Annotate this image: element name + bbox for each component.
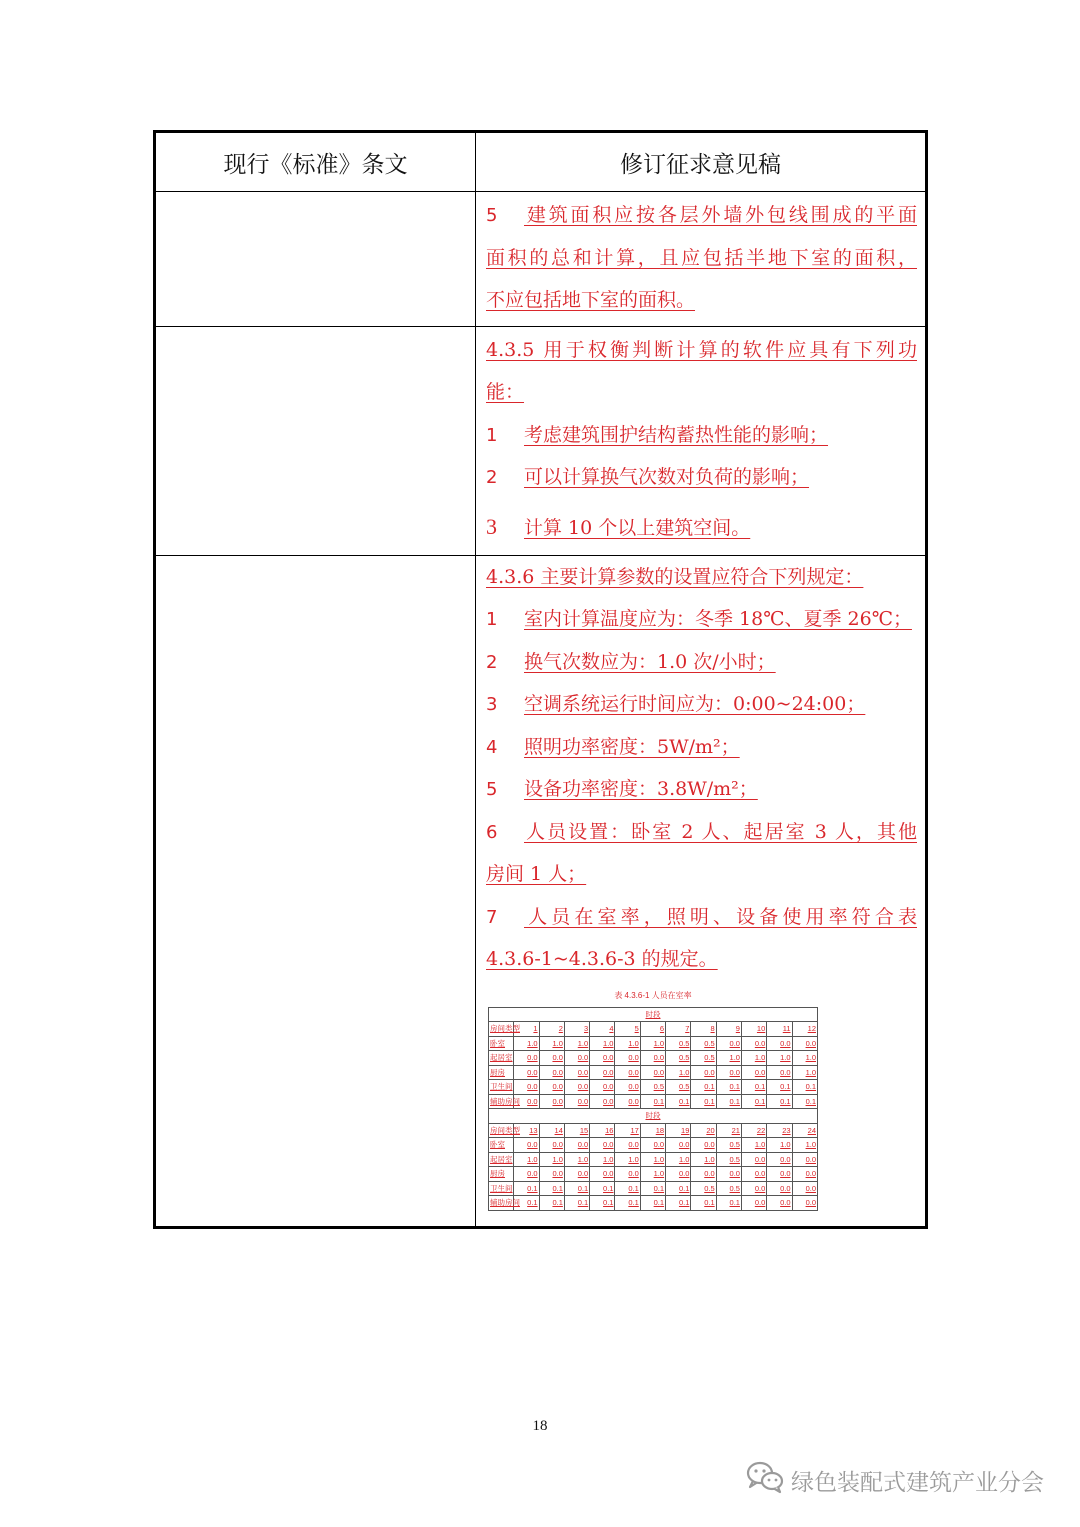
rate-cell: 0.1 [767,1094,792,1109]
table-row [489,1196,818,1211]
rate-cell: 0.0 [767,1181,792,1196]
right-cell [476,326,927,555]
rate-cell: 0.1 [564,1181,589,1196]
rate-cell: 0.1 [615,1181,640,1196]
hour-header: 19 [666,1123,691,1138]
rate-cell: 0.1 [539,1196,564,1211]
rate-cell: 0.1 [539,1181,564,1196]
rate-cell: 0.5 [716,1152,741,1167]
rate-cell: 0.0 [741,1181,766,1196]
rate-cell: 0.0 [691,1138,716,1153]
list-item: 5 设备功率密度：3.8W/m²； [486,778,758,800]
room-name: 起居室 [489,1152,514,1167]
rate-cell: 0.0 [539,1080,564,1095]
rate-cell: 0.0 [539,1065,564,1080]
mini-table-title: 表 4.3.6-1 人员在室率 [614,990,692,1000]
rate-cell: 1.0 [691,1152,716,1167]
rate-cell: 0.0 [564,1167,589,1182]
rate-cell: 0.0 [615,1065,640,1080]
rate-cell: 0.0 [767,1036,792,1051]
hour-header: 1 [514,1022,539,1037]
header-row [155,132,927,192]
list-item: 6 人员设置：卧室 2 人、起居室 3 人，其他 [486,820,917,843]
rate-cell: 0.0 [514,1094,539,1109]
rate-cell: 1.0 [539,1152,564,1167]
table-row [489,1036,818,1051]
rate-cell: 0.1 [716,1080,741,1095]
rate-cell: 0.0 [564,1094,589,1109]
rate-cell: 0.0 [767,1152,792,1167]
right-cell [476,192,927,327]
rate-cell: 1.0 [741,1051,766,1066]
rate-cell: 0.0 [590,1065,615,1080]
rate-cell: 0.0 [539,1138,564,1153]
hour-header: 23 [767,1123,792,1138]
rate-cell: 0.0 [615,1051,640,1066]
rate-cell: 1.0 [615,1036,640,1051]
hour-header: 14 [539,1123,564,1138]
room-name: 辅助房间 [489,1196,514,1211]
rate-cell: 0.0 [767,1065,792,1080]
room-name: 卧室 [489,1036,514,1051]
table-row [489,1138,818,1153]
rate-cell: 1.0 [514,1152,539,1167]
rate-cell: 1.0 [640,1036,665,1051]
rate-cell: 0.5 [640,1080,665,1095]
rate-cell: 0.1 [691,1080,716,1095]
room-name: 辅助房间 [489,1094,514,1109]
rate-cell: 0.0 [792,1036,817,1051]
rate-cell: 0.0 [590,1080,615,1095]
hour-header: 15 [564,1123,589,1138]
rate-cell: 0.0 [792,1181,817,1196]
hour-header: 20 [691,1123,716,1138]
rate-cell: 0.1 [590,1181,615,1196]
hour-header: 5 [615,1022,640,1037]
rate-cell: 1.0 [564,1152,589,1167]
list-item-cont: 4.3.6-1~4.3.6-3 的规定。 [486,948,718,970]
rate-cell: 1.0 [716,1051,741,1066]
rate-cell: 0.0 [792,1196,817,1211]
rate-cell: 1.0 [666,1152,691,1167]
rate-cell: 0.0 [590,1167,615,1182]
wechat-icon [745,1460,785,1500]
room-name: 卫生间 [489,1080,514,1095]
comparison-table [153,130,928,1229]
hour-header: 13 [514,1123,539,1138]
rate-cell: 0.1 [792,1080,817,1095]
rate-cell: 0.5 [716,1138,741,1153]
rate-cell: 0.1 [741,1094,766,1109]
rate-cell: 1.0 [539,1036,564,1051]
text-line: 不应包括地下室的面积。 [486,289,696,311]
rate-cell: 0.0 [539,1094,564,1109]
rate-cell: 0.1 [666,1181,691,1196]
rate-cell: 0.0 [564,1051,589,1066]
hour-header: 6 [640,1022,665,1037]
rate-cell: 0.0 [514,1080,539,1095]
rate-cell: 0.1 [767,1080,792,1095]
table-row [155,326,927,555]
rate-cell: 1.0 [640,1167,665,1182]
rate-cell: 0.0 [539,1051,564,1066]
room-name: 卧室 [489,1138,514,1153]
rate-cell: 1.0 [792,1051,817,1066]
rate-cell: 0.0 [514,1051,539,1066]
rate-cell: 0.1 [640,1196,665,1211]
rate-cell: 0.1 [564,1196,589,1211]
hour-header: 24 [792,1123,817,1138]
hour-header: 18 [640,1123,665,1138]
rate-cell: 1.0 [666,1065,691,1080]
rate-cell: 0.1 [666,1094,691,1109]
rate-cell: 1.0 [741,1138,766,1153]
rate-cell: 0.0 [564,1065,589,1080]
left-cell-empty [155,555,476,1228]
hour-header: 11 [767,1022,792,1037]
rate-cell: 0.1 [691,1094,716,1109]
rate-cell: 0.0 [691,1065,716,1080]
rate-cell: 0.0 [741,1196,766,1211]
rate-cell: 0.0 [590,1051,615,1066]
rate-cell: 0.1 [640,1181,665,1196]
rate-cell: 0.1 [615,1196,640,1211]
header-current-standard: 现行《标准》条文 [155,132,476,192]
rate-cell: 1.0 [640,1152,665,1167]
period-header: 时段 [489,1007,818,1022]
rate-cell: 0.0 [539,1167,564,1182]
hour-header: 17 [615,1123,640,1138]
list-item: 3 空调系统运行时间应为：0:00~24:00； [486,693,866,715]
rate-cell: 1.0 [767,1051,792,1066]
mini-table [488,1007,818,1211]
rate-cell: 0.0 [666,1138,691,1153]
table-row [489,1167,818,1182]
hour-header: 9 [716,1022,741,1037]
occupancy-rate-table [488,989,818,1211]
period-header: 时段 [489,1109,818,1124]
rate-cell: 0.0 [716,1065,741,1080]
rate-cell: 0.0 [691,1167,716,1182]
rate-cell: 0.0 [767,1167,792,1182]
watermark [745,1460,1044,1500]
rate-cell: 0.0 [514,1167,539,1182]
rate-cell: 0.0 [615,1094,640,1109]
room-name: 卫生间 [489,1181,514,1196]
rate-cell: 0.0 [741,1036,766,1051]
table-row [489,1080,818,1095]
table-row [489,1051,818,1066]
list-item: 2 换气次数应为：1.0 次/小时； [486,650,776,673]
rate-cell: 0.5 [691,1036,716,1051]
hour-header: 21 [716,1123,741,1138]
text-line: 面积的总和计算，且应包括半地下室的面积， [486,246,917,269]
rate-cell: 1.0 [615,1152,640,1167]
rate-cell: 0.0 [666,1167,691,1182]
hour-header: 2 [539,1022,564,1037]
rate-cell: 0.0 [514,1065,539,1080]
rate-cell: 1.0 [590,1152,615,1167]
table-row [489,1181,818,1196]
rate-cell: 0.0 [564,1080,589,1095]
table-row [155,192,927,327]
clause-heading: 4.3.6 主要计算参数的设置应符合下列规定： [486,565,864,588]
rate-cell: 0.1 [716,1094,741,1109]
rate-cell: 0.1 [691,1196,716,1211]
list-item: 7 人员在室率，照明、设备使用率符合表 [486,905,917,928]
list-item: 3 计算 10 个以上建筑空间。 [486,513,751,539]
rate-cell: 1.0 [767,1138,792,1153]
right-cell [476,555,927,1228]
rate-cell: 0.5 [666,1080,691,1095]
rate-cell: 0.0 [716,1167,741,1182]
hour-header: 22 [741,1123,766,1138]
hour-header: 4 [590,1022,615,1037]
rate-cell: 0.1 [741,1080,766,1095]
rate-cell: 0.0 [615,1138,640,1153]
rate-cell: 0.0 [741,1065,766,1080]
rate-cell: 0.0 [590,1094,615,1109]
rate-cell: 0.0 [590,1138,615,1153]
rate-cell: 0.0 [792,1152,817,1167]
hour-header: 7 [666,1022,691,1037]
room-type-header: 房间类型 [489,1123,514,1138]
rate-cell: 0.5 [691,1051,716,1066]
clause-heading-cont: 能： [486,381,525,403]
rate-cell: 0.0 [767,1196,792,1211]
list-item: 4 照明功率密度：5W/m²； [486,735,740,758]
rate-cell: 0.1 [640,1094,665,1109]
rate-cell: 0.0 [564,1138,589,1153]
rate-cell: 0.1 [666,1196,691,1211]
rate-cell: 1.0 [590,1036,615,1051]
item-number: 5 [486,205,498,226]
header-revision-draft: 修订征求意见稿 [476,132,927,192]
list-item: 1 考虑建筑围护结构蓄热性能的影响； [486,423,829,446]
rate-cell: 0.5 [716,1181,741,1196]
list-item: 2 可以计算换气次数对负荷的影响； [486,466,810,488]
clause-heading: 4.3.5 用于权衡判断计算的软件应具有下列功 [486,338,917,361]
rate-cell: 0.0 [615,1080,640,1095]
hour-header: 12 [792,1022,817,1037]
rate-cell: 0.0 [640,1065,665,1080]
rate-cell: 0.1 [514,1196,539,1211]
room-name: 厨房 [489,1065,514,1080]
list-item-cont: 房间 1 人； [486,863,587,885]
table-row [489,1152,818,1167]
table-row [155,555,927,1228]
rate-cell: 0.0 [640,1138,665,1153]
rate-cell: 0.1 [716,1196,741,1211]
rate-cell: 0.5 [666,1051,691,1066]
rate-cell: 0.0 [741,1152,766,1167]
rate-cell: 0.5 [691,1181,716,1196]
hour-header: 16 [590,1123,615,1138]
rate-cell: 0.1 [590,1196,615,1211]
table-row [489,1065,818,1080]
room-name: 起居室 [489,1051,514,1066]
page-number: 18 [532,1418,548,1434]
rate-cell: 1.0 [792,1065,817,1080]
left-cell-empty [155,326,476,555]
rate-cell: 1.0 [792,1138,817,1153]
rate-cell: 0.1 [514,1181,539,1196]
rate-cell: 1.0 [564,1036,589,1051]
room-type-header: 房间类型 [489,1022,514,1037]
rate-cell: 0.1 [792,1094,817,1109]
rate-cell: 0.5 [666,1036,691,1051]
rate-cell: 0.0 [514,1138,539,1153]
rate-cell: 0.0 [615,1167,640,1182]
room-name: 厨房 [489,1167,514,1182]
left-cell-empty [155,192,476,327]
rate-cell: 0.0 [640,1051,665,1066]
rate-cell: 1.0 [514,1036,539,1051]
list-item: 1 室内计算温度应为：冬季 18℃、夏季 26℃； [486,608,912,630]
hour-header: 3 [564,1022,589,1037]
hour-header: 8 [691,1022,716,1037]
table-row [489,1094,818,1109]
rate-cell: 0.0 [741,1167,766,1182]
rate-cell: 0.0 [716,1036,741,1051]
rate-cell: 0.0 [792,1167,817,1182]
hour-header: 10 [741,1022,766,1037]
watermark-text: 绿色装配式建筑产业分会 [791,1469,1044,1496]
text-line: 5 建筑面积应按各层外墙外包线围成的平面 [486,194,917,237]
